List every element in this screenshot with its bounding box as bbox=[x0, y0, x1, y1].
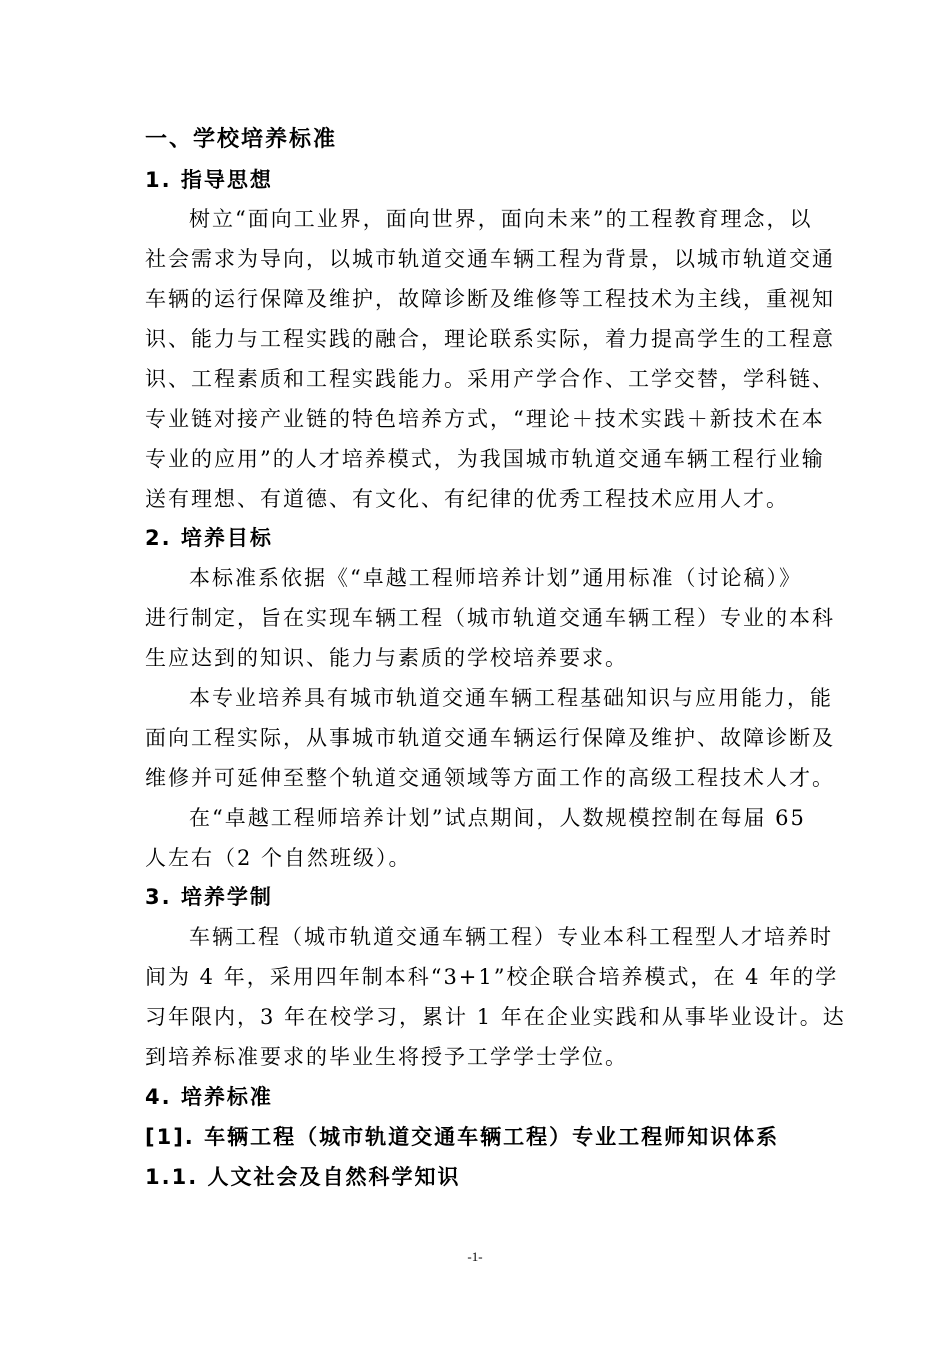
paragraph-line: 间为 4 年，采用四年制本科“3+1”校企联合培养模式，在 4 年的学 bbox=[145, 965, 839, 989]
paragraph-line: 识、工程素质和工程实践能力。采用产学合作、工学交替，学科链、 bbox=[145, 367, 835, 391]
page-number: -1- bbox=[467, 1249, 483, 1264]
section-title: 一、学校培养标准 bbox=[145, 127, 338, 152]
paragraph-line: 生应达到的知识、能力与素质的学校培养要求。 bbox=[145, 646, 628, 670]
subheading-humanities-science: 1.1. 人文社会及自然科学知识 bbox=[145, 1165, 461, 1189]
paragraph-line: 习年限内，3 年在校学习，累计 1 年在企业实践和从事毕业设计。达 bbox=[145, 1005, 846, 1029]
heading-guiding-ideology: 1. 指导思想 bbox=[145, 168, 273, 192]
heading-training-goals: 2. 培养目标 bbox=[145, 526, 273, 550]
paragraph-line: 识、能力与工程实践的融合，理论联系实际，着力提高学生的工程意 bbox=[145, 327, 835, 351]
paragraph-line: 在“卓越工程师培养计划”试点期间，人数规模控制在每届 65 bbox=[189, 806, 806, 830]
paragraph-line: 本标准系依据《“卓越工程师培养计划”通用标准（讨论稿）》 bbox=[189, 566, 802, 590]
paragraph-line: 车辆工程（城市轨道交通车辆工程）专业本科工程型人才培养时 bbox=[189, 925, 833, 949]
paragraph-line: 送有理想、有道德、有文化、有纪律的优秀工程技术应用人才。 bbox=[145, 487, 789, 511]
paragraph-line: 人左右（2 个自然班级）。 bbox=[145, 846, 412, 870]
paragraph-line: 专业链对接产业链的特色培养方式，“理论＋技术实践＋新技术在本 bbox=[145, 407, 825, 431]
heading-training-standards: 4. 培养标准 bbox=[145, 1085, 273, 1109]
paragraph-line: 树立“面向工业界，面向世界，面向未来”的工程教育理念，以 bbox=[189, 207, 813, 231]
paragraph-line: 专业的应用”的人才培养模式，为我国城市轨道交通车辆工程行业输 bbox=[145, 447, 825, 471]
paragraph-line: 面向工程实际，从事城市轨道交通车辆运行保障及维护、故障诊断及 bbox=[145, 726, 835, 750]
paragraph-line: 进行制定，旨在实现车辆工程（城市轨道交通车辆工程）专业的本科 bbox=[145, 606, 835, 630]
paragraph-line: 社会需求为导向，以城市轨道交通车辆工程为背景，以城市轨道交通 bbox=[145, 247, 835, 271]
subheading-knowledge-system: [1]. 车辆工程（城市轨道交通车辆工程）专业工程师知识体系 bbox=[145, 1125, 780, 1149]
paragraph-line: 维修并可延伸至整个轨道交通领域等方面工作的高级工程技术人才。 bbox=[145, 766, 835, 790]
paragraph-line: 车辆的运行保障及维护，故障诊断及维修等工程技术为主线，重视知 bbox=[145, 287, 835, 311]
paragraph-line: 到培养标准要求的毕业生将授予工学学士学位。 bbox=[145, 1045, 628, 1069]
paragraph-line: 本专业培养具有城市轨道交通车辆工程基础知识与应用能力，能 bbox=[189, 686, 833, 710]
heading-study-duration: 3. 培养学制 bbox=[145, 885, 273, 909]
